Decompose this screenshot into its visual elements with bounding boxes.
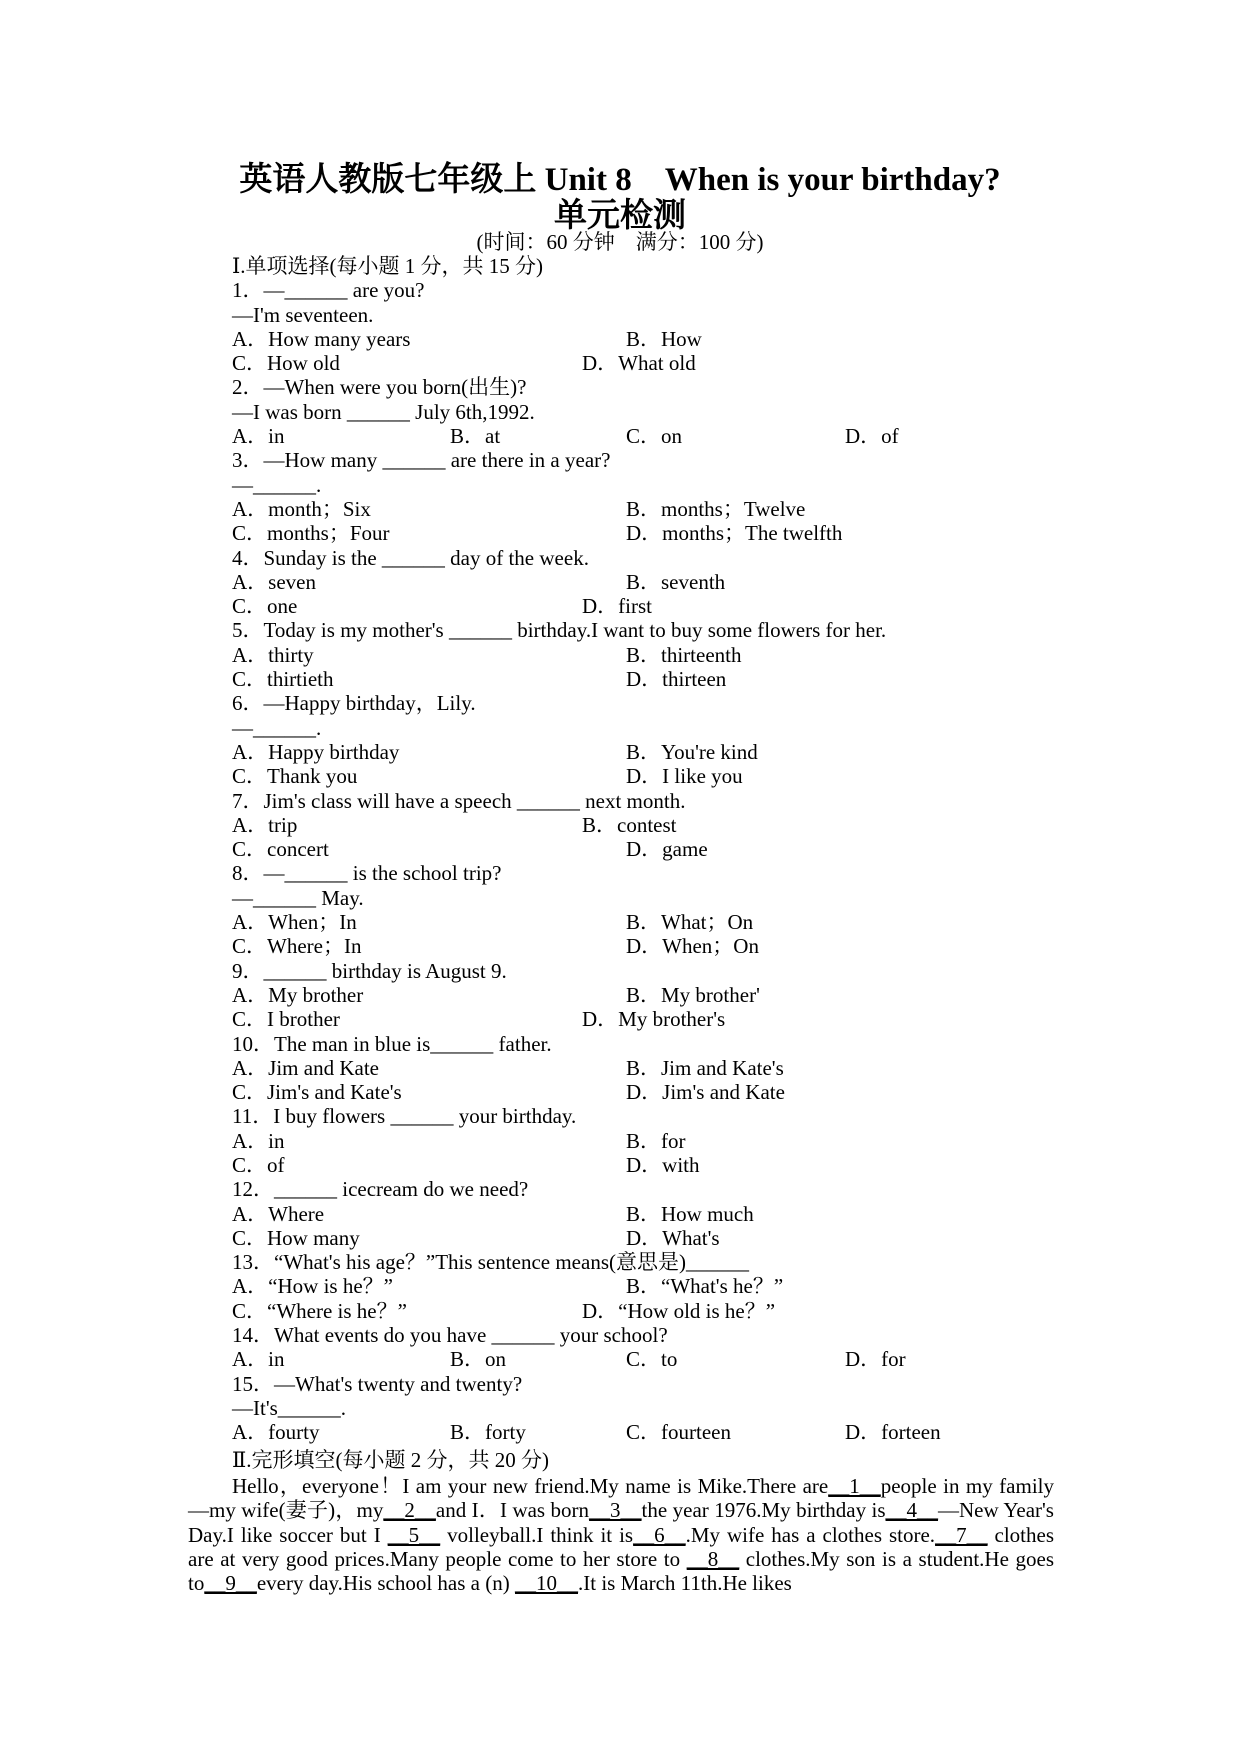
options-row <box>232 570 1062 594</box>
question-stem: 8．—______ is the school trip? <box>232 861 502 886</box>
cloze-blank[interactable]: __7__ <box>935 1522 988 1547</box>
options-row <box>232 327 1062 351</box>
option-a[interactable]: A．fourty <box>232 1420 320 1445</box>
option-b[interactable]: B．months；Twelve <box>626 496 806 521</box>
option-a[interactable]: A．thirty <box>232 642 314 667</box>
option-b[interactable]: B．thirteenth <box>626 642 742 667</box>
question-stem: 9．______ birthday is August 9. <box>232 958 507 983</box>
option-a[interactable]: A．Jim and Kate <box>232 1055 379 1080</box>
options-row <box>232 1202 1062 1226</box>
section-heading: Ⅰ.单项选择(每小题 1 分，共 15 分) <box>232 254 544 278</box>
option-c[interactable]: C．How many <box>232 1225 360 1250</box>
question-answer-line: —I was born ______ July 6th,1992. <box>232 399 535 424</box>
cloze-blank[interactable]: __6__ <box>633 1522 686 1547</box>
options-row <box>232 351 1062 375</box>
question-stem: 6．—Happy birthday，Lily. <box>232 691 476 716</box>
question-stem: 14．What events do you have ______ your school? <box>232 1323 668 1348</box>
options-row <box>232 934 1062 958</box>
option-b[interactable]: B．Jim and Kate's <box>626 1055 784 1080</box>
option-b[interactable]: B．on <box>450 1347 507 1372</box>
cloze-blank[interactable]: __9__ <box>204 1571 257 1596</box>
options-row <box>232 1347 1062 1371</box>
option-b[interactable]: B．forty <box>450 1420 526 1445</box>
option-d[interactable]: D．“How old is he？” <box>582 1298 776 1323</box>
cloze-passage <box>188 1474 1054 1595</box>
options-row <box>232 594 1062 618</box>
question-stem: 4．Sunday is the ______ day of the week. <box>232 545 589 570</box>
option-b[interactable]: B．“What's he？” <box>626 1274 784 1299</box>
options-row <box>232 764 1062 788</box>
question-stem: 2．—When were you born(出生)? <box>232 375 527 400</box>
cloze-text-segment: and I．I was born <box>435 1498 590 1523</box>
option-d[interactable]: D．Jim's and Kate <box>626 1080 785 1105</box>
option-d[interactable]: D．When；On <box>626 934 759 959</box>
option-b[interactable]: B．seventh <box>626 569 726 594</box>
question-stem: 13．“What's his age？”This sentence means(意思是)______ <box>232 1250 749 1275</box>
option-a[interactable]: A．seven <box>232 569 316 594</box>
options-row <box>232 1226 1062 1250</box>
question-answer-line: —______. <box>232 472 322 497</box>
options-row <box>232 1299 1062 1323</box>
question-answer-line: —______. <box>232 715 322 740</box>
option-a[interactable]: A．My brother <box>232 982 364 1007</box>
options-row <box>232 643 1062 667</box>
options-row <box>232 497 1062 521</box>
option-d[interactable]: D．My brother's <box>582 1007 726 1032</box>
option-b[interactable]: B．How much <box>626 1201 754 1226</box>
cloze-text-segment: clothes are at very good prices.Many people come to her store to <box>188 1522 1055 1571</box>
option-a[interactable]: A．“How is he？” <box>232 1274 393 1299</box>
cloze-text-segment: people in my family—my wife(妻子)，my <box>188 1474 1054 1523</box>
option-c[interactable]: C．to <box>626 1347 678 1372</box>
cloze-blank[interactable]: __3__ <box>589 1498 642 1523</box>
options-row <box>232 1274 1062 1298</box>
option-d[interactable]: D．game <box>626 837 708 862</box>
option-a[interactable]: A．Happy birthday <box>232 739 400 764</box>
question-answer-line: —I'm seventeen. <box>232 302 374 327</box>
cloze-text-segment: —New Year's Day.I like soccer but I <box>188 1498 1054 1547</box>
cloze-text-segment: every day.His school has a (n) <box>256 1571 515 1596</box>
option-c[interactable]: C．Jim's and Kate's <box>232 1080 402 1105</box>
cloze-text-segment: clothes.My son is a student.He goes to <box>188 1546 1054 1596</box>
option-c[interactable]: C．fourteen <box>626 1420 731 1445</box>
question-stem: 5．Today is my mother's ______ birthday.I want to buy some flowers for her. <box>232 618 887 643</box>
option-c[interactable]: C．Where；In <box>232 934 362 959</box>
option-d[interactable]: D．first <box>582 594 652 619</box>
option-c[interactable]: C．concert <box>232 837 329 862</box>
options-row <box>232 1153 1062 1177</box>
option-c[interactable]: C．How old <box>232 351 340 376</box>
question-stem: 11．I buy flowers ______ your birthday. <box>232 1104 577 1129</box>
option-d[interactable]: D．of <box>845 424 899 449</box>
option-a[interactable]: A．Where <box>232 1201 325 1226</box>
option-d[interactable]: D．with <box>626 1152 700 1177</box>
option-b[interactable]: B．How <box>626 326 702 351</box>
cloze-blank[interactable]: __8__ <box>686 1546 740 1571</box>
option-d[interactable]: D．I like you <box>626 764 743 789</box>
option-d[interactable]: D．What old <box>582 351 696 376</box>
option-c[interactable]: C．of <box>232 1152 285 1177</box>
options-row <box>232 983 1062 1007</box>
page-subtitle: 单元检测 <box>554 198 686 234</box>
page-title: 英语人教版七年级上 Unit 8 When is your birthday? <box>239 162 1001 198</box>
cloze-text-segment: the year 1976.My birthday is <box>641 1498 886 1523</box>
question-stem: 15．—What's twenty and twenty? <box>232 1371 523 1396</box>
question-stem: 10．The man in blue is______ father. <box>232 1031 552 1056</box>
cloze-blank[interactable]: __5__ <box>387 1522 441 1547</box>
options-row <box>232 813 1062 837</box>
option-c[interactable]: C．I brother <box>232 1007 340 1032</box>
cloze-blank[interactable]: __10__ <box>515 1571 578 1596</box>
question-stem: 12．______ icecream do we need? <box>232 1177 529 1202</box>
cloze-blank[interactable]: __4__ <box>885 1498 939 1523</box>
option-a[interactable]: A．in <box>232 1347 285 1372</box>
cloze-text-segment: .It is March 11th.He likes <box>578 1571 792 1596</box>
option-a[interactable]: A．in <box>232 424 285 449</box>
option-c[interactable]: C．one <box>232 594 298 619</box>
option-c[interactable]: C．on <box>626 424 683 449</box>
option-b[interactable]: B．You're kind <box>626 739 758 764</box>
section-multiple-choice <box>232 254 1062 1445</box>
options-row <box>232 1420 1062 1444</box>
question-answer-line: —It's______. <box>232 1395 347 1420</box>
option-c[interactable]: C．months；Four <box>232 521 390 546</box>
cloze-text-segment: .My wife has a clothes store. <box>685 1522 936 1547</box>
option-a[interactable]: A．trip <box>232 812 298 837</box>
options-row <box>232 910 1062 934</box>
option-c[interactable]: C．Thank you <box>232 764 358 789</box>
options-row <box>232 740 1062 764</box>
option-d[interactable]: D．for <box>845 1347 906 1372</box>
option-b[interactable]: B．at <box>450 424 501 449</box>
question-stem: 3．—How many ______ are there in a year? <box>232 448 611 473</box>
option-b[interactable]: B．My brother' <box>626 982 760 1007</box>
options-row <box>232 667 1062 691</box>
options-row <box>232 521 1062 545</box>
question-stem: 1．—______ are you? <box>232 278 425 303</box>
cloze-text-segment: Hello，everyone！I am your new friend.My name is Mike.There are <box>232 1474 829 1498</box>
option-d[interactable]: D．forteen <box>845 1420 941 1445</box>
option-b[interactable]: B．What；On <box>626 910 754 935</box>
option-c[interactable]: C．thirtieth <box>232 667 334 692</box>
exam-meta: (时间：60 分钟 满分：100 分) <box>476 230 764 254</box>
option-d[interactable]: D．months；The twelfth <box>626 521 843 546</box>
options-row <box>232 1056 1062 1080</box>
options-row <box>232 837 1062 861</box>
option-d[interactable]: D．What's <box>626 1225 720 1250</box>
option-a[interactable]: A．How many years <box>232 326 411 351</box>
option-a[interactable]: A．month；Six <box>232 496 371 521</box>
option-a[interactable]: A．in <box>232 1128 285 1153</box>
option-b[interactable]: B．contest <box>582 812 677 837</box>
cloze-text-segment: volleyball.I think it is <box>440 1522 634 1547</box>
options-row <box>232 1007 1062 1031</box>
option-d[interactable]: D．thirteen <box>626 667 727 692</box>
question-answer-line: —______ May. <box>232 885 364 910</box>
options-row <box>232 1129 1062 1153</box>
section-cloze <box>188 1448 1055 1596</box>
option-a[interactable]: A．When；In <box>232 910 357 935</box>
option-c[interactable]: C．“Where is he？” <box>232 1298 407 1323</box>
options-row <box>232 424 1062 448</box>
question-stem: 7．Jim's class will have a speech ______ next month. <box>232 788 686 813</box>
cloze-blank[interactable]: __1__ <box>828 1474 881 1498</box>
cloze-blank[interactable]: __2__ <box>383 1498 436 1523</box>
option-b[interactable]: B．for <box>626 1128 686 1153</box>
options-row <box>232 1080 1062 1104</box>
section-heading: Ⅱ.完形填空(每小题 2 分，共 20 分) <box>232 1448 550 1472</box>
